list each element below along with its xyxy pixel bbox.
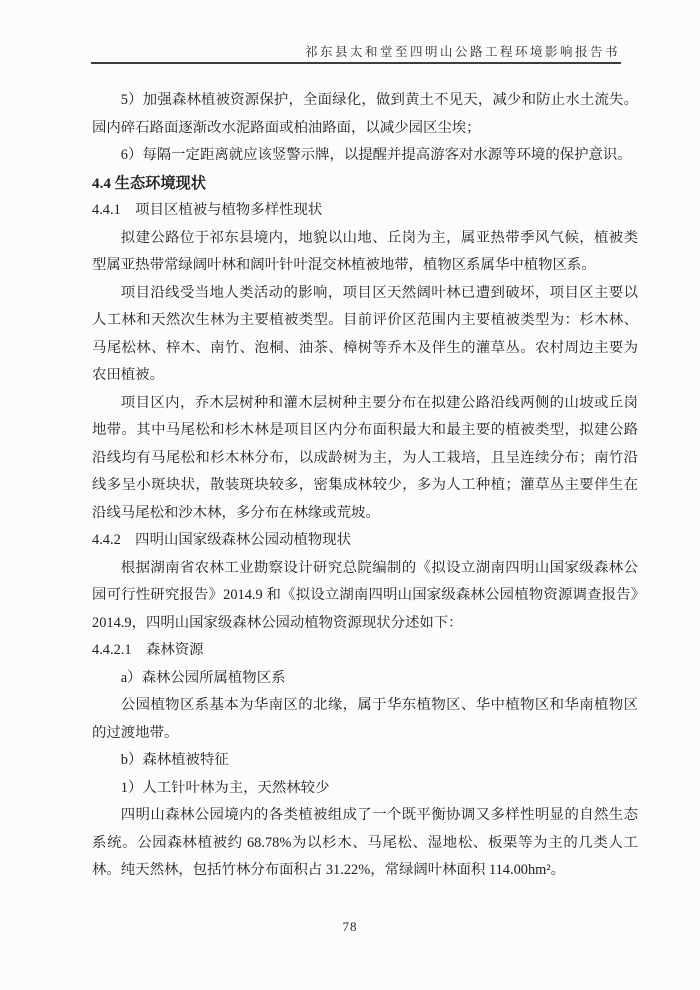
paragraph-vegetation-types: 项目沿线受当地人类活动的影响，项目区天然阔叶林已遭到破坏，项目区主要以人工林和天然次生林为主要植被类型。目前评价区范围内主要植被类型为：杉木林、马尾松林、梓木、南竹、泡桐、油茶、樟树等乔木及伴生的灌草丛。农村周边主要为农田植被。 — [92, 284, 638, 383]
paragraph-report-sources: 根据湖南省农林工业勘察设计研究总院编制的《拟设立湖南四明山国家级森林公园可行性研究报告》2014.9 和《拟设立湖南四明山国家级森林公园植物资源调查报告》2014.9，四明山国家级森林公园动植物资源现状分述如下： — [92, 559, 638, 631]
page-header-title: 祁东县太和堂至四明山公路工程环境影响报告书 — [304, 45, 620, 59]
paragraph-flora-transition: 公园植物区系基本为华南区的北缘，属于华东植物区、华中植物区和华南植物区的过渡地带。 — [92, 697, 638, 741]
paragraph-project-location: 拟建公路位于祁东县境内，地貌以山地、丘岗为主，属亚热带季风气候，植被类型属亚热带常绿阔叶林和阔叶针叶混交林植被地带，植物区系属华中植物区系。 — [92, 229, 638, 273]
paragraph-measure-6: 6）每隔一定距离就应该竖警示牌，以提醒并提高游客对水源等环境的保护意识。 — [120, 147, 632, 163]
paragraph-measure-5: 5）加强森林植被资源保护，全面绿化，做到黄土不见天，减少和防止水土流失。园内碎石路面逐渐改水泥路面或柏油路面，以减少园区尘埃； — [92, 92, 638, 136]
page-body — [92, 87, 638, 885]
section-heading-4-4: 4.4 生态环境现状 — [92, 174, 206, 192]
header-divider — [91, 62, 621, 64]
page-number: 78 — [342, 919, 358, 934]
list-item-a-flora-region: a）森林公园所属植物区系 — [120, 669, 286, 686]
section-heading-4-4-2-1: 4.4.2.1 森林资源 — [92, 642, 204, 658]
paragraph-tree-distribution: 项目区内，乔木层树种和灌木层树种主要分布在拟建公路沿线两侧的山坡或丘岗地带。其中马尾松和杉木林是项目区内分布面积最大和最主要的植被类型，拟建公路沿线均有马尾松和杉木林分布，以成龄树为主，为人工栽培，且呈连续分布；南竹沿线多呈小斑块状，散装斑块较多，密集成林较少，多为人工种植；灌草丛主要伴生在沿线马尾松和沙木林，多分布在林缘或荒坡。 — [92, 394, 638, 521]
section-heading-4-4-1: 4.4.1 项目区植被与植物多样性现状 — [92, 202, 323, 218]
list-item-1-coniferous-forest: 1）人工针叶林为主，天然林较少 — [120, 779, 330, 796]
paragraph-forest-percentages: 四明山森林公园境内的各类植被组成了一个既平衡协调又多样性明显的自然生态系统。公园森林植被约 68.78%为以杉木、马尾松、湿地松、板栗等为主的几类人工林。纯天然林，包括竹林分布面积占 31.22%，常绿阔叶林面积 114.00hm²。 — [92, 807, 638, 878]
list-item-b-vegetation-features: b）森林植被特征 — [120, 752, 229, 768]
section-heading-4-4-2: 4.4.2 四明山国家级森林公园动植物现状 — [92, 532, 352, 548]
